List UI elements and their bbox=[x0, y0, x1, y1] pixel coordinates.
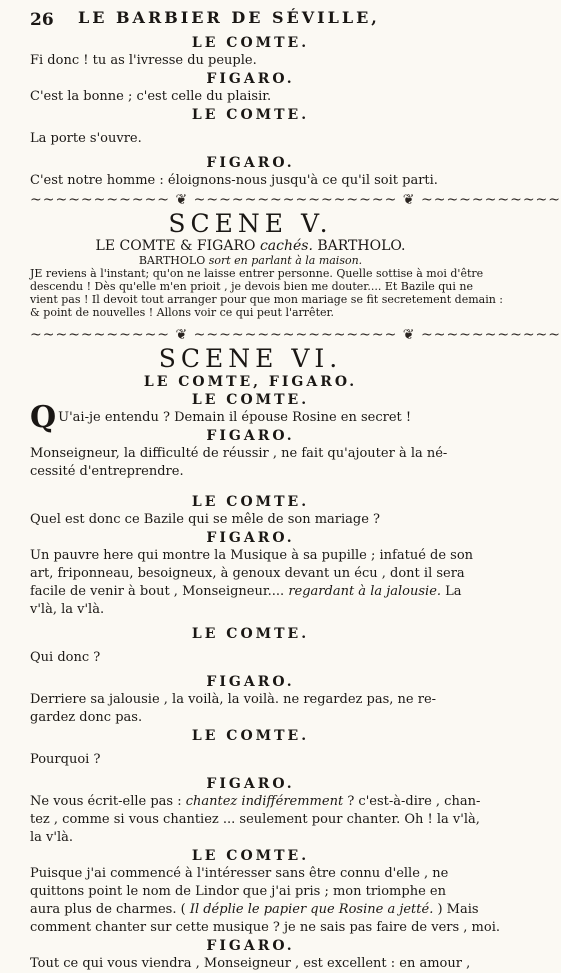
speaker-name: FIGARO. bbox=[206, 428, 295, 444]
speaker-name: FIGARO. bbox=[206, 155, 295, 171]
speaker-name: FIGARO. bbox=[206, 674, 295, 690]
speaker-name: LE COMTE. bbox=[191, 494, 310, 510]
dialogue-line: art, friponneau, besoigneux, à genoux devant un écu , dont il sera bbox=[30, 566, 465, 581]
line-text: Ne vous écrit-elle pas : bbox=[30, 794, 186, 809]
first-line-text: U'ai-je entendu ? Demain il épouse Rosine en secret ! bbox=[58, 410, 412, 425]
opening-dialogue bbox=[30, 34, 471, 190]
page-number: 26 bbox=[30, 10, 54, 30]
persons-main: LE COMTE & FIGARO bbox=[95, 238, 260, 254]
dialogue-line: la v'là. bbox=[30, 830, 73, 845]
dialogue-line: Pourquoi ? bbox=[30, 752, 101, 767]
persons-tail: BARTHOLO. bbox=[312, 238, 406, 254]
dialogue-line bbox=[30, 583, 471, 601]
dialogue-line: tez , comme si vous chantiez ... seulement pour chanter. Oh ! la v'là, bbox=[30, 812, 480, 827]
dialogue-line: Derriere sa jalousie , la voilà, la voilà. ne regardez pas, ne re- bbox=[30, 692, 437, 707]
stage-direction bbox=[30, 254, 471, 267]
speaker-name: LE COMTE. bbox=[191, 728, 310, 744]
ornament-divider: ~~~~~~~~~~~ ❦ ~~~~~~~~~~~~~~~~ ❦ ~~~~~~~~~~~ bbox=[30, 192, 561, 208]
speaker-name: LE COMTE. bbox=[191, 35, 310, 51]
line-text: ? c'est-à-dire , chan- bbox=[343, 794, 481, 809]
speaker-name: FIGARO. bbox=[206, 530, 295, 546]
dialogue-line: v'là, la v'là. bbox=[30, 602, 105, 617]
ornament-divider: ~~~~~~~~~~~ ❦ ~~~~~~~~~~~~~~~~ ❦ ~~~~~~~~~~~ bbox=[30, 327, 561, 343]
line-text: aura plus de charmes. ( bbox=[30, 902, 190, 917]
dialogue-line: cessité d'entreprendre. bbox=[30, 464, 184, 479]
stage-italic: sort en parlant à la maison. bbox=[208, 254, 363, 267]
monologue-line: descendu ! Dès qu'elle m'en prioit , je devois bien me douter.... Et Bazile qui ne bbox=[30, 280, 474, 293]
dialogue-line: C'est notre homme : éloignons-nous jusqu'à ce qu'il soit parti. bbox=[30, 173, 438, 188]
speaker-name: FIGARO. bbox=[206, 71, 295, 87]
speaker-name: LE COMTE. bbox=[191, 848, 310, 864]
dialogue-line: comment chanter sur cette musique ? je ne sais pas faire de vers , moi. bbox=[30, 920, 500, 935]
line-italic: Il déplie le papier que Rosine a jetté. bbox=[189, 902, 434, 917]
line-italic: regardant à la jalousie. bbox=[288, 584, 442, 599]
scene-title: SCENE VI. bbox=[158, 344, 343, 373]
dialogue-line: Un pauvre here qui montre la Musique à sa pupille ; infatué de son bbox=[30, 548, 474, 563]
dialogue-line: Quel est donc ce Bazile qui se mêle de son mariage ? bbox=[30, 512, 381, 527]
dialogue-line bbox=[30, 901, 479, 919]
line-italic: chantez indifféremment bbox=[185, 794, 344, 809]
speaker-name: LE COMTE. bbox=[191, 626, 310, 642]
dialogue-line: La porte s'ouvre. bbox=[30, 131, 142, 146]
dialogue-line: quittons point le nom de Lindor que j'ai pris ; mon triomphe en bbox=[30, 884, 446, 899]
monologue-line: JE reviens à l'instant; qu'on ne laisse entrer personne. Quelle sottise à moi d'être bbox=[30, 267, 484, 280]
dialogue-line bbox=[30, 793, 481, 811]
page-header bbox=[0, 4, 483, 34]
dialogue-line: Fi donc ! tu as l'ivresse du peuple. bbox=[30, 53, 257, 68]
scene-persons: LE COMTE, FIGARO. bbox=[143, 374, 358, 390]
page-body bbox=[30, 34, 561, 973]
running-title: LE BARBIER DE SÉVILLE, bbox=[78, 8, 380, 27]
speaker-name: FIGARO. bbox=[206, 938, 295, 954]
dialogue-line: Monseigneur, la difficulté de réussir , ne fait qu'ajouter à la né- bbox=[30, 446, 448, 461]
stage-speaker: BARTHOLO bbox=[138, 254, 209, 267]
scene-6 bbox=[30, 344, 500, 973]
dialogue-line: C'est la bonne ; c'est celle du plaisir. bbox=[30, 89, 272, 104]
scene-title: SCENE V. bbox=[168, 209, 333, 238]
persons-italic: cachés. bbox=[259, 238, 313, 254]
dialogue-line: gardez donc pas. bbox=[30, 710, 143, 725]
scene-persons bbox=[30, 238, 471, 254]
dialogue-line: Puisque j'ai commencé à l'intéresser sans être connu d'elle , ne bbox=[30, 866, 449, 881]
speaker-name: LE COMTE. bbox=[191, 392, 310, 408]
speaker-name: FIGARO. bbox=[206, 776, 295, 792]
monologue-line: & point de nouvelles ! Allons voir ce qui peut l'arrêter. bbox=[30, 306, 335, 319]
speaker-name: LE COMTE. bbox=[191, 107, 310, 123]
dialogue-line: Qui donc ? bbox=[30, 650, 101, 665]
line-text: La bbox=[441, 584, 462, 599]
monologue-line: vient pas ! Il devoit tout arranger pour que mon mariage se fit secretement demain : bbox=[30, 293, 503, 306]
dialogue-line: Tout ce qui vous viendra , Monseigneur , est excellent : en amour , bbox=[30, 956, 471, 971]
line-text: ) Mais bbox=[433, 902, 479, 917]
scene-5 bbox=[30, 209, 503, 319]
drop-cap: Q bbox=[30, 400, 57, 435]
line-text: facile de venir à bout , Monseigneur.... bbox=[30, 584, 289, 599]
